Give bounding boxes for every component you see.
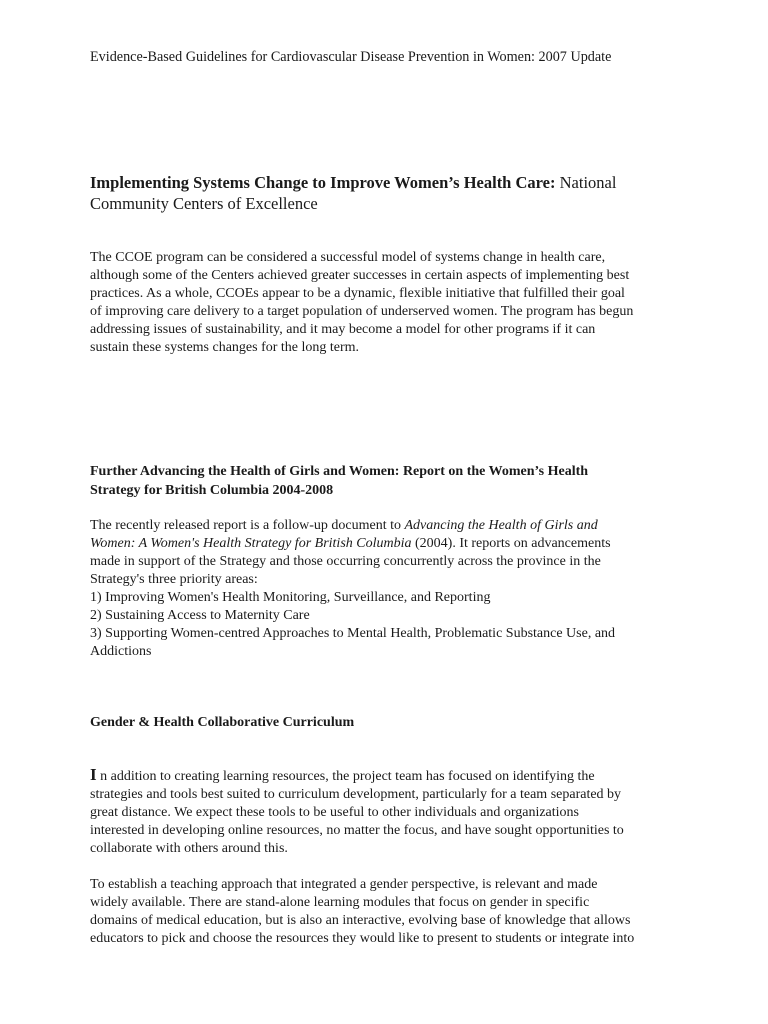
section-title-rest-1: National: [555, 173, 617, 192]
paragraph-line: interested in developing online resources, no matter the focus, and have sought opportunities to: [90, 823, 624, 838]
paragraph-line: although some of the Centers achieved greater successes in certain aspects of implementing best: [90, 268, 630, 283]
list-item: 2) Sustaining Access to Maternity Care: [90, 608, 310, 623]
paragraph-line: sustain these systems changes for the long term.: [90, 340, 360, 355]
paragraph-line: made in support of the Strategy and those occurring concurrently across the province in the: [90, 554, 601, 569]
curriculum-paragraph-1: [90, 766, 670, 858]
paragraph-line: [90, 535, 670, 553]
list-item: 3) Supporting Women-centred Approaches to Mental Health, Problematic Substance Use, and: [90, 626, 616, 641]
ccoe-paragraph: [90, 249, 670, 357]
paragraph-line: great distance. We expect these tools to be useful to other individuals and organizations: [90, 805, 580, 820]
paragraph-line: collaborate with others around this.: [90, 841, 288, 856]
report-title-italic: Women: A Women's Health Strategy for British Columbia: [90, 536, 412, 551]
section-title-gender-health: Gender & Health Collaborative Curriculum: [90, 715, 355, 730]
paragraph-line: The CCOE program can be considered a successful model of systems change in health care,: [90, 250, 606, 265]
paragraph-line: To establish a teaching approach that integrated a gender perspective, is relevant and made: [90, 877, 598, 892]
section-title-line: Strategy for British Columbia 2004-2008: [90, 483, 334, 498]
paragraph-line: of improving care delivery to a target population of underserved women. The program has begun: [90, 304, 634, 319]
list-item: Addictions: [90, 644, 152, 659]
section-title-rest-2: Community Centers of Excellence: [90, 194, 318, 213]
paragraph-line: addressing issues of sustainability, and it may become a model for other programs if it can: [90, 322, 596, 337]
paragraph-line: widely available. There are stand-alone learning modules that focus on gender in specific: [90, 895, 590, 910]
report-title-italic: Advancing the Health of Girls and: [404, 518, 598, 533]
section-title-line: Further Advancing the Health of Girls and Women: Report on the Women’s Health: [90, 464, 589, 479]
paragraph-line: Strategy's three priority areas:: [90, 572, 258, 587]
priority-areas-list: [90, 589, 670, 661]
dropcap-letter: I: [90, 765, 97, 784]
list-item: 1) Improving Women's Health Monitoring, Surveillance, and Reporting: [90, 590, 491, 605]
intro-text: The recently released report is a follow-up document to: [90, 518, 405, 533]
intro-text: (2004). It reports on advancements: [411, 536, 611, 551]
paragraph-line: domains of medical education, but is also an interactive, evolving base of knowledge that allows: [90, 913, 631, 928]
curriculum-paragraph-2: [90, 876, 670, 948]
section-title-bc-strategy: [90, 462, 680, 500]
paragraph-line: [90, 766, 670, 786]
section-title-ccoe: [90, 172, 680, 214]
bc-strategy-paragraph: [90, 517, 670, 661]
paragraph-line: strategies and tools best suited to curriculum development, particularly for a team separated by: [90, 787, 622, 802]
section-title-bold: Implementing Systems Change to Improve Women’s Health Care:: [90, 173, 556, 192]
paragraph-line: practices. As a whole, CCOEs appear to be a dynamic, flexible initiative that fulfilled their goal: [90, 286, 625, 301]
paragraph-line: educators to pick and choose the resources they would like to present to students or integrate into: [90, 931, 635, 946]
paragraph-text: n addition to creating learning resources, the project team has focused on identifying the: [96, 769, 595, 784]
paragraph-line: [90, 517, 670, 535]
running-header: Evidence-Based Guidelines for Cardiovascular Disease Prevention in Women: 2007 Update: [90, 49, 612, 65]
